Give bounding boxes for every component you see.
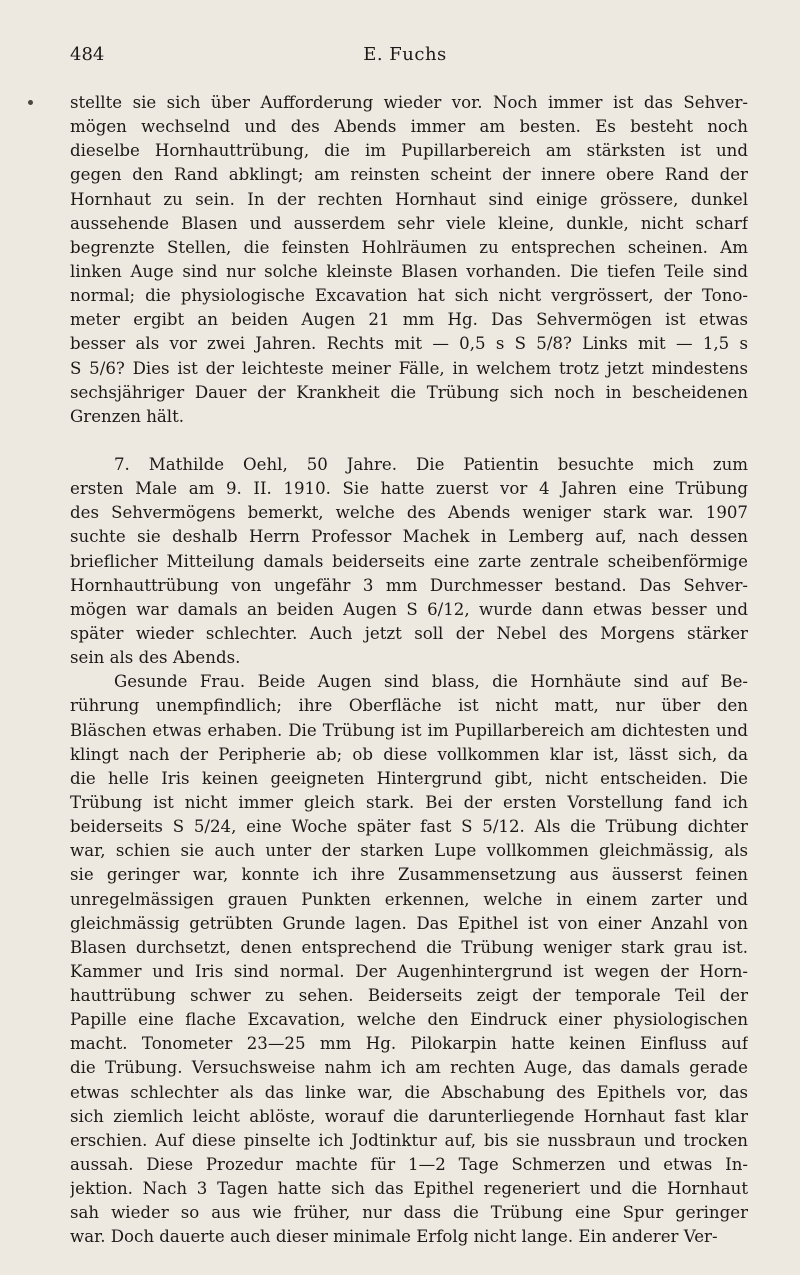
text-line: war. Doch dauerte auch dieser minimale Erfolg nicht lange. Ein anderer Ver- — [70, 1227, 718, 1247]
text-line: Kammer und Iris sind normal. Der Augenhintergrund ist wegen der Horn- — [70, 961, 748, 981]
text-line: die Trübung. Versuchsweise nahm ich am rechten Auge, das damals gerade — [70, 1058, 748, 1078]
text-line: Hornhauttrübung von ungefähr 3 mm Durchmesser bestand. Das Sehver- — [70, 575, 748, 595]
text-line: Gesunde Frau. Beide Augen sind blass, die Hornhäute sind auf Be- — [114, 672, 748, 692]
text-line: dieselbe Hornhauttrübung, die im Pupillarbereich am stärksten ist und — [70, 141, 748, 161]
text-line: ersten Male am 9. II. 1910. Sie hatte zuerst vor 4 Jahren eine Trübung — [70, 479, 748, 499]
running-head: E. Fuchs — [363, 44, 447, 65]
text-line: Hornhaut zu sein. In der rechten Hornhaut sind einige grössere, dunkel — [70, 189, 748, 209]
text-line: später wieder schlechter. Auch jetzt soll der Nebel des Morgens stärker — [70, 623, 748, 643]
paragraph-continuation — [70, 91, 748, 429]
text-line: gleichmässig getrübten Grunde lagen. Das Epithel ist von einer Anzahl von — [70, 913, 748, 933]
margin-speck — [28, 100, 33, 105]
text-line: etwas schlechter als das linke war, die Abschabung des Epithels vor, das — [70, 1082, 748, 1102]
text-line: normal; die physiologische Excavation hat sich nicht vergrössert, der Tono- — [70, 286, 748, 306]
text-line: unregelmässigen grauen Punkten erkennen, welche in einem zarter und — [70, 889, 748, 909]
text-line: Papille eine flache Excavation, welche den Eindruck einer physiologischen — [70, 1010, 748, 1030]
text-line: Blasen durchsetzt, denen entsprechend die Trübung weniger stark grau ist. — [70, 937, 748, 957]
text-line: mögen war damals an beiden Augen S 6/12, wurde dann etwas besser und — [70, 599, 748, 619]
text-line: sich ziemlich leicht ablöste, worauf die darunterliegende Hornhaut fast klar — [70, 1106, 748, 1126]
text-line: Trübung ist nicht immer gleich stark. Bei der ersten Vorstellung fand ich — [70, 792, 748, 812]
text-line: erschien. Auf diese pinselte ich Jodtinktur auf, bis sie nussbraun und trocken — [70, 1130, 748, 1150]
body-text — [70, 91, 748, 1250]
text-line: S 5/6? Dies ist der leichteste meiner Fälle, in welchem trotz jetzt mindestens — [70, 358, 748, 378]
text-line: sechsjähriger Dauer der Krankheit die Trübung sich noch in bescheidenen — [70, 382, 748, 402]
text-line: aussah. Diese Prozedur machte für 1—2 Tage Schmerzen und etwas In- — [70, 1155, 748, 1175]
paragraph-case-7-findings — [70, 670, 748, 1249]
text-line: hauttrübung schwer zu sehen. Beiderseits zeigt der temporale Teil der — [70, 986, 748, 1006]
text-line: gegen den Rand abklingt; am reinsten scheint der innere obere Rand der — [70, 165, 748, 185]
text-line: Grenzen hält. — [70, 406, 185, 426]
text-line: aussehende Blasen und ausserdem sehr viele kleine, dunkle, nicht scharf — [70, 213, 748, 233]
text-line: mögen wechselnd und des Abends immer am besten. Es besteht noch — [70, 117, 748, 137]
text-line: macht. Tonometer 23—25 mm Hg. Pilokarpin hatte keinen Einfluss auf — [70, 1034, 748, 1054]
text-line: meter ergibt an beiden Augen 21 mm Hg. Das Sehvermögen ist etwas — [70, 310, 748, 330]
text-line: beiderseits S 5/24, eine Woche später fast S 5/12. Als die Trübung dichter — [70, 817, 748, 837]
text-line: 7. Mathilde Oehl, 50 Jahre. Die Patientin besuchte mich zum — [114, 454, 748, 474]
paragraph-case-7 — [70, 453, 748, 670]
text-line: war, schien sie auch unter der starken Lupe vollkommen gleichmässig, als — [70, 841, 748, 861]
text-line: besser als vor zwei Jahren. Rechts mit — 0,5 s S 5/8? Links mit — 1,5 s — [70, 334, 748, 354]
text-line: brieflicher Mitteilung damals beiderseits eine zarte zentrale scheibenförmige — [70, 551, 748, 571]
page-number: 484 — [70, 44, 105, 65]
text-line: sie geringer war, konnte ich ihre Zusammensetzung aus äusserst feinen — [70, 865, 748, 885]
text-line: stellte sie sich über Aufforderung wieder vor. Noch immer ist das Sehver- — [70, 93, 748, 112]
text-line: die helle Iris keinen geeigneten Hintergrund gibt, nicht entscheiden. Die — [70, 768, 748, 788]
text-line: linken Auge sind nur solche kleinste Blasen vorhanden. Die tiefen Teile sind — [70, 261, 748, 281]
page-header — [70, 44, 740, 74]
text-line: jektion. Nach 3 Tagen hatte sich das Epithel regeneriert und die Hornhaut — [70, 1179, 748, 1199]
paragraph-gap — [70, 429, 748, 453]
text-line: sein als des Abends. — [70, 648, 241, 668]
text-line: rührung unempfindlich; ihre Oberfläche ist nicht matt, nur über den — [70, 696, 748, 716]
text-line: Bläschen etwas erhaben. Die Trübung ist im Pupillarbereich am dichtesten und — [70, 720, 748, 740]
text-line: klingt nach der Peripherie ab; ob diese vollkommen klar ist, lässt sich, da — [70, 744, 748, 764]
text-line: des Sehvermögens bemerkt, welche des Abends weniger stark war. 1907 — [70, 503, 748, 523]
text-line: sah wieder so aus wie früher, nur dass die Trübung eine Spur geringer — [70, 1203, 748, 1223]
text-line: suchte sie deshalb Herrn Professor Machek in Lemberg auf, nach dessen — [70, 527, 748, 547]
text-line: begrenzte Stellen, die feinsten Hohlräumen zu entsprechen scheinen. Am — [70, 237, 748, 257]
